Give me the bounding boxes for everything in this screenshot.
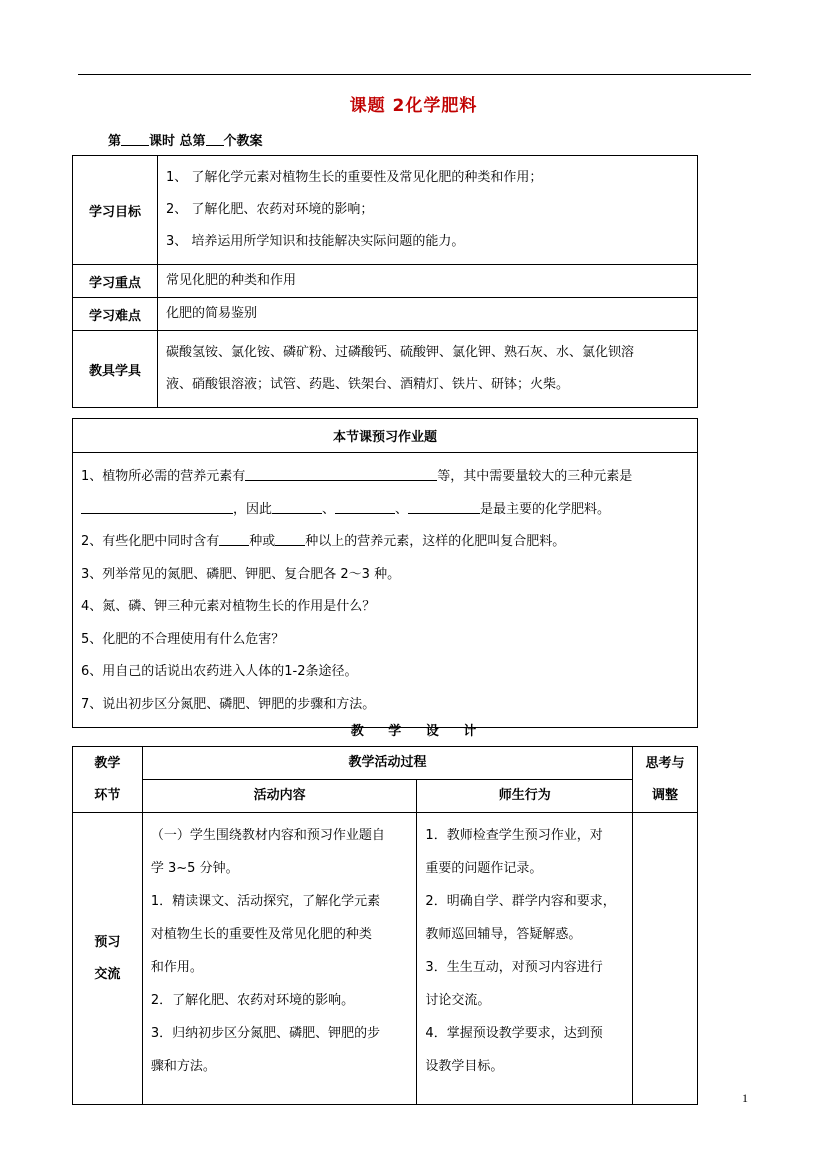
teaching-design-heading: 教 学 设 计 bbox=[350, 724, 477, 739]
tools-row bbox=[73, 331, 698, 408]
question-text: 是最主要的化学肥料。 bbox=[480, 501, 611, 517]
lesson-blank-total bbox=[206, 133, 224, 146]
answer-blank bbox=[272, 501, 322, 514]
tools-line: 液、硝酸银溶液；试管、药匙、铁架台、酒精灯、铁片、研钵；火柴。 bbox=[166, 377, 570, 392]
behavior-line: 设教学目标。 bbox=[425, 1059, 504, 1074]
behavior-line: 1．教师检查学生预习作业，对 bbox=[425, 828, 603, 843]
content-line: 3．归纳初步区分氮肥、磷肥、钾肥的步 bbox=[150, 1026, 381, 1041]
teacher-student-behavior-cell bbox=[417, 813, 633, 1105]
homework-questions bbox=[73, 453, 698, 728]
question-5: 5、化肥的不合理使用有什么危害？ bbox=[81, 631, 285, 647]
answer-blank bbox=[408, 501, 480, 514]
behavior-line: 3．生生互动，对预习内容进行 bbox=[425, 960, 603, 975]
teaching-plan-table bbox=[72, 746, 698, 1105]
question-1-line-2 bbox=[81, 494, 689, 527]
question-text: ，因此 bbox=[233, 501, 273, 517]
behavior-line: 教师巡回辅导，答疑解惑。 bbox=[425, 927, 582, 942]
lesson-text-1: 第 bbox=[108, 134, 122, 149]
objective-item: 2、 了解化肥、农药对环境的影响； bbox=[166, 202, 374, 217]
lesson-blank-period bbox=[121, 133, 149, 146]
behavior-line: 4．掌握预设教学要求，达到预 bbox=[425, 1026, 603, 1041]
question-text: 种以上的营养元素，这样的化肥叫复合肥料。 bbox=[305, 534, 566, 549]
lesson-text-3: 个教案 bbox=[223, 134, 263, 149]
behavior-line: 2．明确自学、群学内容和要求， bbox=[425, 894, 616, 909]
content-line: 学 3~5 分钟。 bbox=[150, 861, 239, 876]
question-7: 7、说出初步区分氮肥、磷肥、钾肥的步骤和方法。 bbox=[81, 696, 376, 712]
question-1-line-1 bbox=[81, 461, 689, 494]
objective-item: 3、 培养运用所学知识和技能解决实际问题的能力。 bbox=[166, 234, 465, 249]
homework-table bbox=[72, 418, 698, 728]
stage-name-line: 预习 bbox=[94, 934, 121, 950]
lesson-info-line bbox=[108, 130, 263, 149]
stage-header-line: 教学 bbox=[94, 755, 121, 771]
behavior-line: 讨论交流。 bbox=[425, 993, 491, 1008]
page-title: 课题 2化学肥料 bbox=[349, 96, 478, 116]
homework-heading: 本节课预习作业题 bbox=[73, 419, 698, 453]
reflection-cell bbox=[633, 813, 698, 1105]
objectives-content bbox=[158, 156, 698, 265]
content-line: 和作用。 bbox=[150, 960, 203, 975]
content-line: 1．精读课文、活动探究，了解化学元素 bbox=[150, 894, 381, 909]
key-point-content: 常见化肥的种类和作用 bbox=[158, 265, 698, 298]
question-2 bbox=[81, 526, 689, 559]
key-point-label: 学习重点 bbox=[73, 265, 158, 298]
stage-header-line: 环节 bbox=[94, 787, 121, 803]
question-6: 6、用自己的话说出农药进入人体的1-2条途径。 bbox=[81, 664, 358, 679]
behavior-column-header: 师生行为 bbox=[417, 780, 633, 813]
question-4: 4、氮、磷、钾三种元素对植物生长的作用是什么？ bbox=[81, 599, 376, 614]
objective-item: 1、 了解化学元素对植物生长的重要性及常见化肥的种类和作用； bbox=[166, 170, 543, 185]
content-line: （一）学生围绕教材内容和预习作业题自 bbox=[150, 828, 385, 843]
answer-blank bbox=[81, 501, 233, 514]
behavior-line: 重要的问题作记录。 bbox=[425, 861, 543, 876]
reflection-header-line: 思考与 bbox=[645, 755, 685, 771]
question-text: 种或 bbox=[249, 534, 276, 549]
question-text: 、 bbox=[395, 501, 409, 517]
reflection-column-header bbox=[633, 747, 698, 813]
page-number: 1 bbox=[742, 1091, 748, 1105]
question-text: 等，其中需要量较大的三种元素是 bbox=[437, 469, 633, 484]
answer-blank bbox=[245, 468, 437, 481]
process-column-header: 教学活动过程 bbox=[142, 747, 632, 780]
question-text: 1、植物所必需的营养元素有 bbox=[81, 469, 246, 484]
stage-column-header bbox=[73, 747, 143, 813]
lesson-info-table bbox=[72, 155, 698, 408]
answer-blank bbox=[335, 501, 395, 514]
difficulty-label: 学习难点 bbox=[73, 298, 158, 331]
stage-name-line: 交流 bbox=[94, 966, 121, 982]
objectives-row bbox=[73, 156, 698, 265]
content-line: 2．了解化肥、农药对环境的影响。 bbox=[150, 993, 355, 1008]
key-point-row bbox=[73, 265, 698, 298]
difficulty-row bbox=[73, 298, 698, 331]
answer-blank bbox=[219, 533, 249, 546]
content-column-header: 活动内容 bbox=[142, 780, 417, 813]
tools-line: 碳酸氢铵、氯化铵、磷矿粉、过磷酸钙、硫酸钾、氯化钾、熟石灰、水、氯化钡溶 bbox=[166, 345, 635, 360]
tools-content bbox=[158, 331, 698, 408]
difficulty-content: 化肥的简易鉴别 bbox=[158, 298, 698, 331]
tools-label: 教具学具 bbox=[73, 331, 158, 408]
header-rule bbox=[78, 74, 751, 75]
answer-blank bbox=[275, 533, 305, 546]
content-line: 骤和方法。 bbox=[150, 1059, 216, 1074]
activity-content-cell bbox=[142, 813, 417, 1105]
content-line: 对植物生长的重要性及常见化肥的种类 bbox=[150, 927, 372, 942]
stage-cell bbox=[73, 813, 143, 1105]
objectives-label: 学习目标 bbox=[73, 156, 158, 265]
lesson-text-2: 课时 总第 bbox=[149, 134, 206, 149]
reflection-header-line: 调整 bbox=[652, 787, 679, 803]
question-text: 2、有些化肥中同时含有 bbox=[81, 534, 220, 549]
question-text: 、 bbox=[322, 501, 336, 517]
question-3: 3、列举常见的氮肥、磷肥、钾肥、复合肥各 2～3 种。 bbox=[81, 566, 401, 582]
